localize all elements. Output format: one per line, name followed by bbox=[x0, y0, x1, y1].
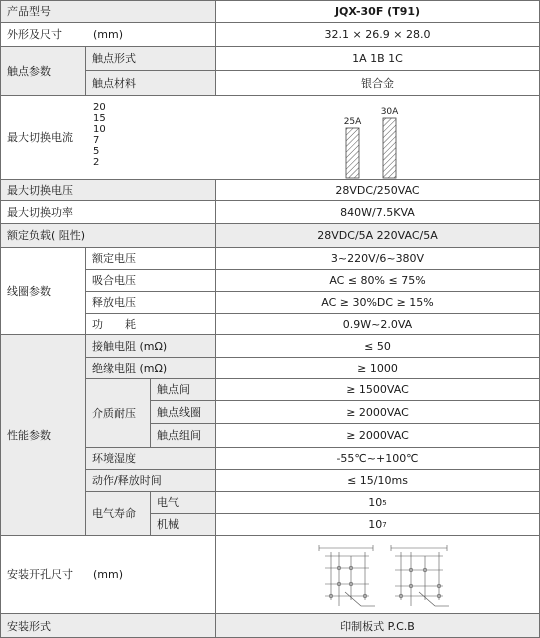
current-bars bbox=[330, 100, 410, 180]
insulation-resistance-value: ≥ 1000 bbox=[357, 361, 398, 375]
temperature-value: -55℃~+100℃ bbox=[336, 452, 419, 465]
temperature-label: 环境湿度 bbox=[92, 452, 136, 465]
max-current-label: 最大切换电流 bbox=[7, 131, 73, 144]
table-rule bbox=[150, 378, 151, 448]
scale-tick: 5 bbox=[93, 146, 100, 157]
current-bar-label: 25A bbox=[343, 117, 362, 127]
coil-row-value: AC ≤ 80% ≤ 75% bbox=[329, 274, 426, 287]
scale-tick: 7 bbox=[93, 135, 100, 146]
mounting-value: 印制板式 P.C.B bbox=[340, 619, 415, 633]
electrical-life-value: 10 5 bbox=[368, 496, 387, 509]
rated-load-label: 额定负载( 阻性) bbox=[7, 229, 86, 242]
mounting-hole-label: 安装开孔尺寸 bbox=[7, 568, 73, 581]
table-rule bbox=[0, 223, 540, 224]
max-voltage-value: 28VDC/250VAC bbox=[335, 183, 420, 197]
coil-row-label: 功 耗 bbox=[92, 317, 136, 331]
mechanical-life-value: 10 7 bbox=[368, 518, 387, 531]
table-rule bbox=[0, 535, 540, 536]
action-time-label: 动作/释放时间 bbox=[92, 474, 162, 487]
scale-tick: 15 bbox=[93, 113, 106, 124]
dielectric-row-value: ≥ 1500VAC bbox=[346, 383, 409, 396]
coil-label: 线圈参数 bbox=[7, 284, 51, 298]
scale-tick: 20 bbox=[93, 102, 106, 113]
dielectric-label: 介质耐压 bbox=[92, 406, 136, 420]
table-rule bbox=[0, 247, 540, 248]
table-rule bbox=[215, 179, 216, 638]
scale-tick: 2 bbox=[93, 157, 100, 168]
mounting-label: 安装形式 bbox=[7, 619, 51, 633]
coil-row-label: 额定电压 bbox=[92, 252, 136, 265]
table-rule bbox=[215, 0, 216, 96]
dims-unit: (mm) bbox=[93, 28, 124, 41]
table-rule bbox=[85, 378, 540, 379]
table-rule bbox=[0, 0, 540, 1]
rated-load-value: 28VDC/5A 220VAC/5A bbox=[317, 229, 438, 242]
action-time-value: ≤ 15/10ms bbox=[347, 474, 408, 487]
table-rule bbox=[0, 0, 1, 638]
max-power-value: 840W/7.5KVA bbox=[340, 205, 415, 219]
dielectric-row-label: 触点间 bbox=[157, 383, 190, 396]
table-rule bbox=[0, 200, 540, 201]
table-rule bbox=[85, 469, 540, 470]
table-rule bbox=[85, 70, 540, 71]
mounting-hole-unit: (mm) bbox=[93, 568, 124, 581]
contact-resistance-value: ≤ 50 bbox=[364, 339, 391, 353]
coil-row-value: 0.9W~2.0VA bbox=[342, 317, 413, 331]
coil-row-value: 3~220V/6~380V bbox=[330, 252, 425, 265]
dims-value: 32.1 × 26.9 × 28.0 bbox=[324, 28, 431, 41]
table-rule bbox=[0, 95, 540, 96]
mechanical-life-label: 机械 bbox=[157, 518, 179, 531]
current-bar bbox=[383, 118, 396, 178]
table-rule bbox=[85, 291, 540, 292]
current-bar bbox=[346, 128, 359, 178]
mounting-hole-diagram bbox=[315, 542, 455, 610]
coil-row-label: 释放电压 bbox=[92, 296, 136, 309]
contact-label: 触点参数 bbox=[7, 64, 51, 78]
table-rule bbox=[0, 613, 540, 614]
table-rule bbox=[150, 491, 151, 536]
max-power-label: 最大切换功率 bbox=[7, 205, 73, 219]
model-name: JQX-30F (T91) bbox=[334, 4, 421, 18]
table-rule bbox=[0, 22, 540, 23]
coil-row-label: 吸合电压 bbox=[92, 274, 136, 287]
electrical-life-label: 电气 bbox=[157, 496, 179, 509]
contact-resistance-label: 接触电阻 (mΩ) bbox=[92, 339, 168, 353]
table-rule bbox=[85, 269, 540, 270]
header-label: 产品型号 bbox=[7, 4, 51, 18]
performance-label: 性能参数 bbox=[7, 428, 51, 442]
coil-row-value: AC ≥ 30%DC ≥ 15% bbox=[321, 296, 434, 309]
table-rule bbox=[85, 357, 540, 358]
table-rule bbox=[0, 334, 540, 335]
table-rule bbox=[85, 247, 86, 536]
life-label: 电气寿命 bbox=[92, 507, 136, 520]
contact-form-value: 1A 1B 1C bbox=[352, 52, 403, 65]
dielectric-row-label: 触点组间 bbox=[157, 429, 201, 442]
dielectric-row-value: ≥ 2000VAC bbox=[346, 429, 409, 442]
dielectric-row-value: ≥ 2000VAC bbox=[346, 405, 409, 419]
table-rule bbox=[85, 313, 540, 314]
dielectric-row-label: 触点线圈 bbox=[157, 405, 201, 419]
contact-form-label: 触点形式 bbox=[92, 52, 136, 65]
contact-material-value: 银合金 bbox=[361, 76, 394, 90]
current-bar-label: 30A bbox=[380, 107, 399, 117]
table-rule bbox=[0, 179, 540, 180]
contact-material-label: 触点材料 bbox=[92, 76, 136, 90]
table-rule bbox=[0, 46, 540, 47]
max-voltage-label: 最大切换电压 bbox=[7, 183, 73, 197]
table-rule bbox=[85, 447, 540, 448]
dims-label: 外形及尺寸 bbox=[7, 28, 62, 41]
table-rule bbox=[85, 491, 540, 492]
table-rule bbox=[85, 46, 86, 96]
table-rule bbox=[150, 423, 540, 424]
scale-tick: 10 bbox=[93, 124, 106, 135]
insulation-resistance-label: 绝缘电阻 (mΩ) bbox=[92, 361, 168, 375]
current-scale bbox=[93, 102, 153, 168]
table-rule bbox=[150, 513, 540, 514]
table-rule bbox=[150, 400, 540, 401]
